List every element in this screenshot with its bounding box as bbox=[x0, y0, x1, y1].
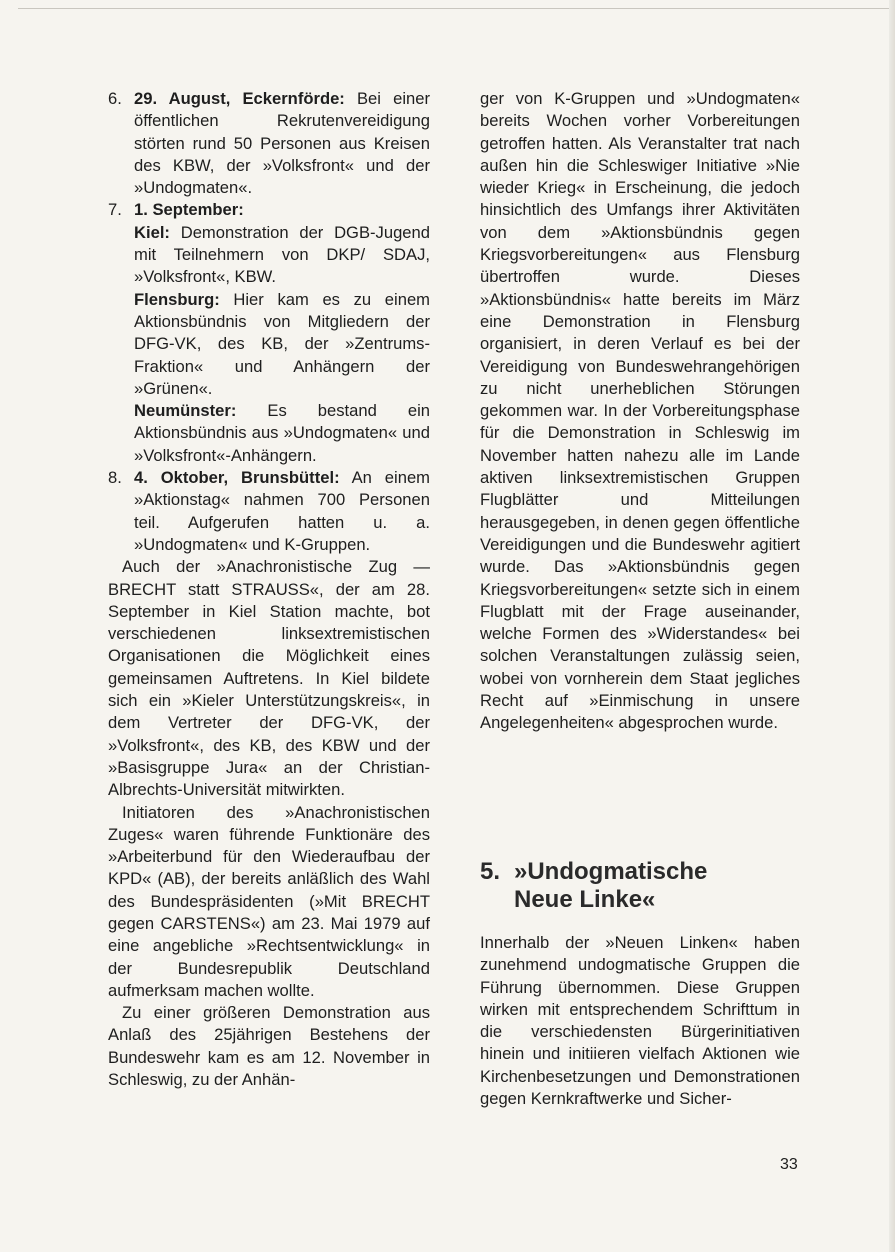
item-number: 6. bbox=[108, 89, 122, 108]
neumuenster-heading: Neumünster: bbox=[134, 401, 237, 421]
paragraph: Innerhalb der »Neuen Linken« haben zunehmend undogmatische Gruppen die Führung übernommen. Diese Gruppen wirken mit entsprechendem Schrifttum in die verschiedensten Bürgerinitiativen hinein und initiieren vielfach Aktionen wie Kirchenbesetzungen und Demonstrationen gegen Kernkraftwerke und Sicher- bbox=[480, 933, 800, 1109]
list-item-6 bbox=[108, 88, 430, 199]
section-number: 5. bbox=[480, 858, 501, 885]
kiel-heading: Kiel: bbox=[134, 222, 170, 242]
right-column-lower bbox=[480, 932, 800, 1110]
item-heading: 4. Oktober, Brunsbüttel: bbox=[134, 468, 340, 488]
section-heading bbox=[480, 858, 707, 914]
page-number: 33 bbox=[780, 1156, 798, 1173]
neumuenster-text: Es bestand ein Aktionsbündnis aus »Undogmaten« und »Volksfront«-Anhängern. bbox=[134, 401, 430, 465]
paragraph: ger von K-Gruppen und »Undogmaten« bereits Wochen vorher Vorbereitungen getroffen hatten. Als Veranstalter trat nach außen hin die Schleswiger Initiative »Nie wieder Krieg« in Erscheinung, die jedoch hinsichtlich des Umfangs ihrer Aktivitäten von dem »Aktionsbündnis gegen Kriegsvorbereitungen« aus Flensburg übertroffen wurde. Dieses »Aktionsbündnis« hatte bereits im März eine Demonstration in Flensburg organisiert, in deren Verlauf es bei der Vereidigung von Bundeswehrangehörigen zu nicht unerheblichen Störungen gekommen war. In der Vorbereitungsphase für die Demonstration in Schleswig im November hatten nahezu alle im Lande aktiven linksextremistischen Gruppen Flugblätter und Mitteilungen herausgegeben, in denen gegen öffentliche Vereidigungen und die Bundeswehr agitiert wurde. Das »Aktionsbündnis gegen Kriegsvorbereitungen« setzte sich in einem Flugblatt mit der Frage auseinander, welche Formen des »Widerstandes« bei solchen Veranstaltungen zulässig seien, wobei von vornherein dem Staat jegliches Recht auf »Einmischung in unsere Angelegenheiten« abgesprochen wurde. bbox=[480, 89, 800, 733]
section-title-line1: »Undogmatische bbox=[514, 858, 708, 885]
kiel-text: Demonstration der DGB-Jugend mit Teilnehmern von DKP/ SDAJ, »Volksfront«, KBW. bbox=[134, 222, 430, 287]
list-item-8 bbox=[108, 467, 430, 556]
paragraph: Zu einer größeren Demonstration aus Anlaß des 25jährigen Bestehens der Bundeswehr kam es am 12. November in Schleswig, zu der Anhän- bbox=[108, 1003, 430, 1090]
item-heading: 29. August, Eckernförde: bbox=[134, 89, 345, 108]
section-title-line2: Neue Linke« bbox=[514, 886, 656, 913]
page-right-edge bbox=[889, 0, 895, 1252]
scan-top-edge bbox=[18, 8, 895, 9]
paragraph: Initiatoren des »Anachronistischen Zuges« waren führende Funktionäre des »Arbeiterbund für den Wiederaufbau der KPD« (AB), der bereits anläßlich des Wahl des Bundespräsidenten (»Mit BRECHT gegen CARSTENS«) am 23. Mai 1979 auf eine angebliche »Rechtsentwicklung« in der Bundesrepublik Deutschland aufmerksam machen wollte. bbox=[108, 802, 430, 1000]
paragraph: Auch der »Anachronistische Zug — BRECHT statt STRAUSS«, der am 28. September in Kiel Station machte, bot verschiedenen linksextremistischen Organisationen die Möglichkeit eines gemeinsamen Auftretens. In Kiel bildete sich ein »Kieler Unterstützungskreis«, in dem Vertreter der DFG-VK, der »Volksfront«, des KB, des KBW und der »Basisgruppe Jura« an der Christian-Albrechts-Universität mitwirkten. bbox=[108, 557, 430, 800]
item-heading: 1. September: bbox=[134, 200, 244, 220]
item-text: Bei einer öffentlichen Rekrutenvereidigung störten rund 50 Personen aus Kreisen des KBW, der »Volksfront« und der »Undogmaten«. bbox=[134, 89, 430, 198]
flensburg-text: Hier kam es zu einem Aktionsbündnis von Mitgliedern der DFG-VK, des KB, der »Zentrums-Fraktion« und Anhängern der »Grünen«. bbox=[134, 289, 430, 398]
list-item-7 bbox=[108, 199, 430, 467]
item-number: 8. bbox=[108, 468, 122, 488]
left-column bbox=[108, 88, 430, 1091]
item-number: 7. bbox=[108, 200, 122, 220]
right-column bbox=[480, 88, 800, 735]
item-text: An einem »Aktionstag« nahmen 700 Personen teil. Aufgerufen hatten u. a. »Undogmaten« und K-Gruppen. bbox=[134, 468, 430, 554]
flensburg-heading: Flensburg: bbox=[134, 289, 220, 309]
